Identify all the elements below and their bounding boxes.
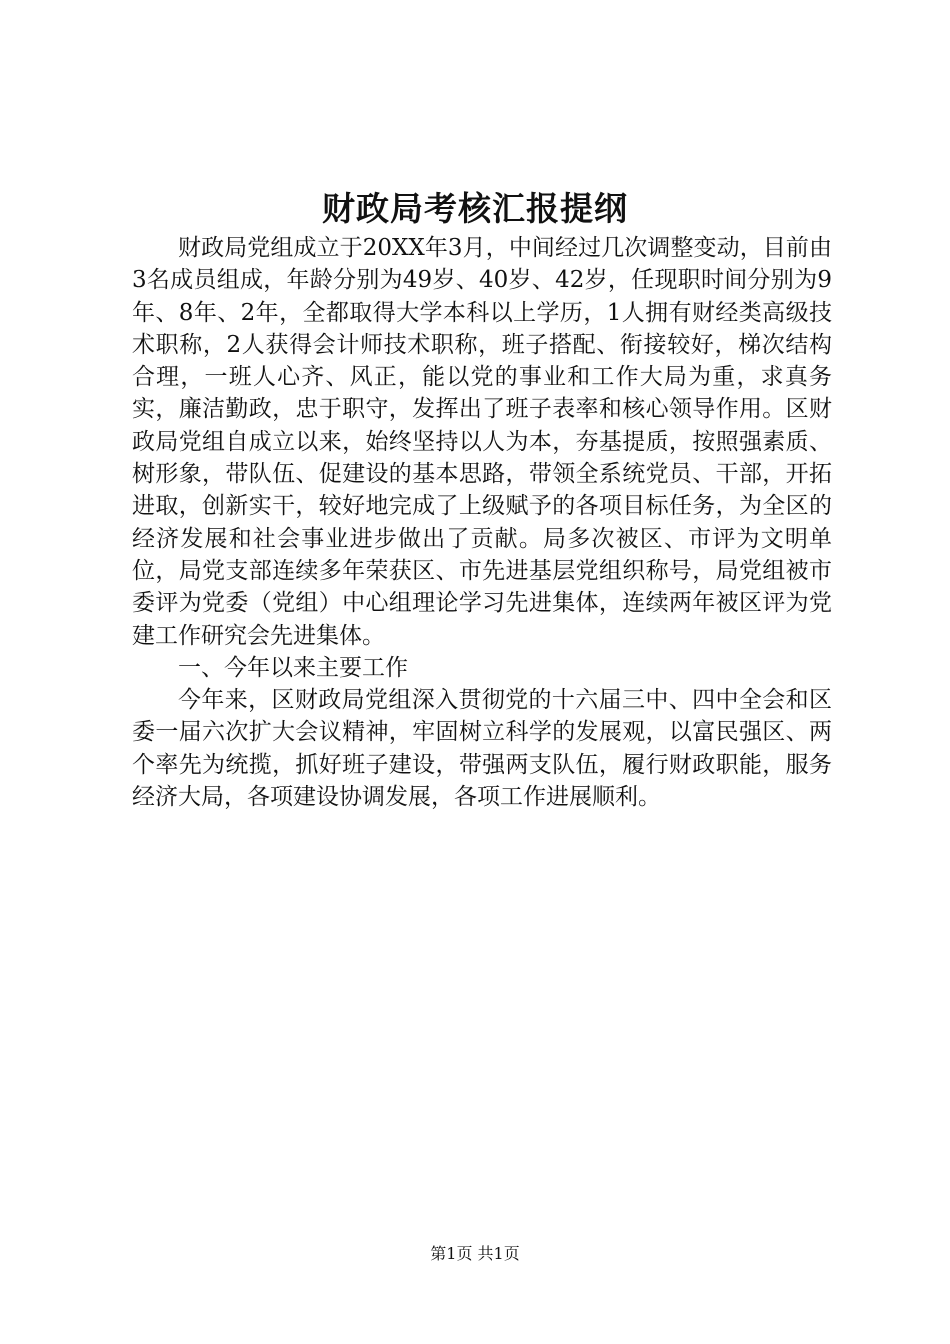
paragraph-work: 今年来，区财政局党组深入贯彻党的十六届三中、四中全会和区委一届六次扩大会议精神，牢固树立科学的发展观，以富民强区、两个率先为统揽，抓好班子建设，带强两支队伍，履行财政职能，服务经济大局，各项建设协调发展，各项工作进展顺利。 — [132, 687, 832, 811]
page-footer: 第1页 共1页 — [430, 1244, 520, 1263]
document-body — [132, 232, 832, 813]
section-heading: 一、今年以来主要工作 — [178, 654, 408, 681]
paragraph-intro: 财政局党组成立于20XX年3月，中间经过几次调整变动，目前由3名成员组成，年龄分别为49岁、40岁、42岁，任现职时间分别为9年、8年、2年，全都取得大学本科以上学历，1人拥有财经类高级技术职称，2人获得会计师技术职称，班子搭配、衔接较好，梯次结构合理，一班人心齐、风正，能以党的事业和工作大局为重，求真务实，廉洁勤政，忠于职守，发挥出了班子表率和核心领导作用。区财政局党组自成立以来，始终坚持以人为本，夯基提质，按照强素质、树形象，带队伍、促建设的基本思路，带领全系统党员、干部，开拓进取，创新实干，较好地完成了上级赋予的各项目标任务，为全区的经济发展和社会事业进步做出了贡献。局多次被区、市评为文明单位，局党支部连续多年荣获区、市先进基层党组织称号，局党组被市委评为党委（党组）中心组理论学习先进集体，连续两年被区评为党建工作研究会先进集体。 — [132, 235, 832, 649]
document-title: 财政局考核汇报提纲 — [322, 189, 628, 228]
